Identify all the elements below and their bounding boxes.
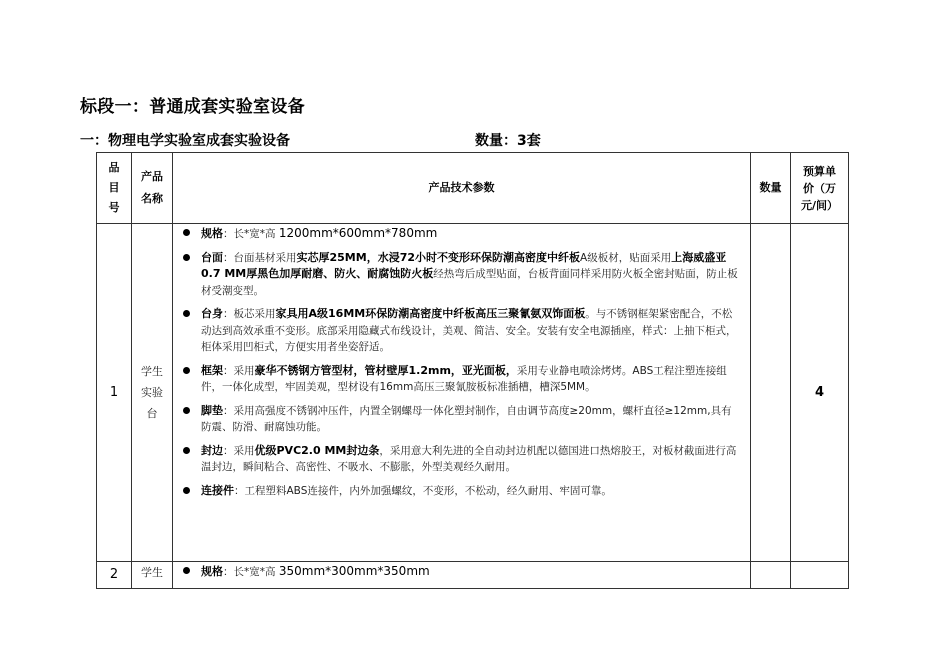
table-row — [97, 562, 849, 589]
param-highlight: 家具用A级16MM环保防潮高密度中纤板高压三聚氰氨双饰面板 — [275, 307, 586, 320]
param-text: ：采用 — [223, 444, 255, 457]
row-quantity — [751, 562, 791, 589]
row-budget — [791, 562, 849, 589]
header-budget: 预算单 价（万 元/间） — [791, 153, 849, 224]
table-row — [97, 224, 849, 562]
section-title: 标段一：普通成套实验室设备 — [80, 97, 305, 117]
param-highlight: 豪华不锈钢方管型材，管材壁厚1.2mm，亚光面板， — [254, 363, 517, 377]
header-product-name: 产品 名称 — [132, 153, 173, 224]
param-list — [179, 225, 738, 499]
param-label: 规格 — [201, 565, 223, 578]
row-tech-params — [173, 562, 751, 589]
subsection-quantity: 数量：3套 — [475, 133, 541, 149]
param-text: 经热弯后成型贴面，台板背面同样采用防火板全密封贴面，防止板材受潮变型。 — [201, 268, 738, 297]
param-label: 台面 — [201, 250, 223, 264]
param-highlight: 上海威盛亚0.7 MM厚黑色加厚耐磨、防火、耐腐蚀防火板 — [201, 250, 727, 280]
param-text: ：板芯采用 — [223, 308, 276, 320]
param-text: ：长*宽*高 — [223, 228, 279, 240]
param-item — [179, 225, 738, 243]
param-text: ，采用意大利先进的全自动封边机配以德国进口热熔胶王，对板材截面进行高温封边，瞬间粘合、高密性、不吸水、不膨胀，外型美观经久耐用。 — [201, 444, 737, 473]
param-label: 台身 — [201, 307, 223, 320]
param-text: ：工程塑料ABS连接件，内外加强螺纹，不变形，不松动，经久耐用、牢固可靠。 — [234, 484, 612, 497]
param-text: A级板材，贴面采用 — [580, 251, 672, 264]
param-label: 脚垫 — [201, 403, 223, 417]
param-text: 采用专业静电喷涂烤烤。ABS工程注塑连接组件，一体化成型，牢固美观，型材设有16mm高压三聚氰胺板标准插槽，槽深5MM。 — [201, 364, 727, 393]
row-quantity — [751, 224, 791, 562]
param-label: 规格 — [201, 227, 223, 240]
header-tech-params: 产品技术参数 — [173, 153, 751, 224]
param-label: 连接件 — [201, 483, 234, 497]
param-highlight: 优级PVC2.0 MM封边条 — [254, 443, 380, 457]
row-product-name: 学生 实验 台 — [132, 224, 173, 562]
row-item-no: 2 — [97, 562, 132, 589]
param-text: ：采用 — [223, 364, 255, 377]
param-item — [179, 306, 738, 356]
header-item-no: 品 目 号 — [97, 153, 132, 224]
param-label: 封边 — [201, 443, 223, 457]
param-text: 。与不锈钢框架紧密配合，不松动达到高效承重不变形。底部采用隐藏式布线设计，美观、简洁、安全。安装有安全电源插座，样式：上抽下柜式，柜体采用凹柜式，方便实用者坐姿舒适。 — [201, 308, 737, 353]
param-item — [179, 483, 738, 500]
header-quantity: 数量 — [751, 153, 791, 224]
param-text: 1200mm*600mm*780mm — [278, 226, 438, 240]
param-text: ：长*宽*高 — [223, 566, 279, 578]
subsection-title: 一：物理电学实验室成套实验设备 — [80, 133, 290, 149]
param-text: 350mm*300mm*350mm — [278, 564, 430, 578]
param-highlight: 实芯厚25MM，水浸72小时不变形环保防潮高密度中纤板 — [296, 250, 581, 264]
row-product-name: 学生 — [132, 562, 173, 589]
header-row — [97, 153, 849, 224]
row-budget: 4 — [791, 224, 849, 562]
param-item — [179, 443, 738, 476]
param-label: 框架 — [201, 363, 223, 377]
param-item — [179, 563, 738, 581]
spec-table — [96, 152, 849, 589]
param-item — [179, 363, 738, 396]
row-item-no: 1 — [97, 224, 132, 562]
param-item — [179, 403, 738, 436]
param-item — [179, 250, 738, 300]
subsection-heading — [80, 130, 640, 150]
param-text: ：台面基材采用 — [223, 251, 297, 264]
param-text: ：采用高强度不锈钢冲压件，内置全钢螺母一体化塑封制作，自由调节高度≥20mm，螺杆直径≥12mm,具有防震、防滑、耐腐蚀功能。 — [201, 404, 732, 433]
param-list — [179, 563, 738, 581]
row-tech-params — [173, 224, 751, 562]
